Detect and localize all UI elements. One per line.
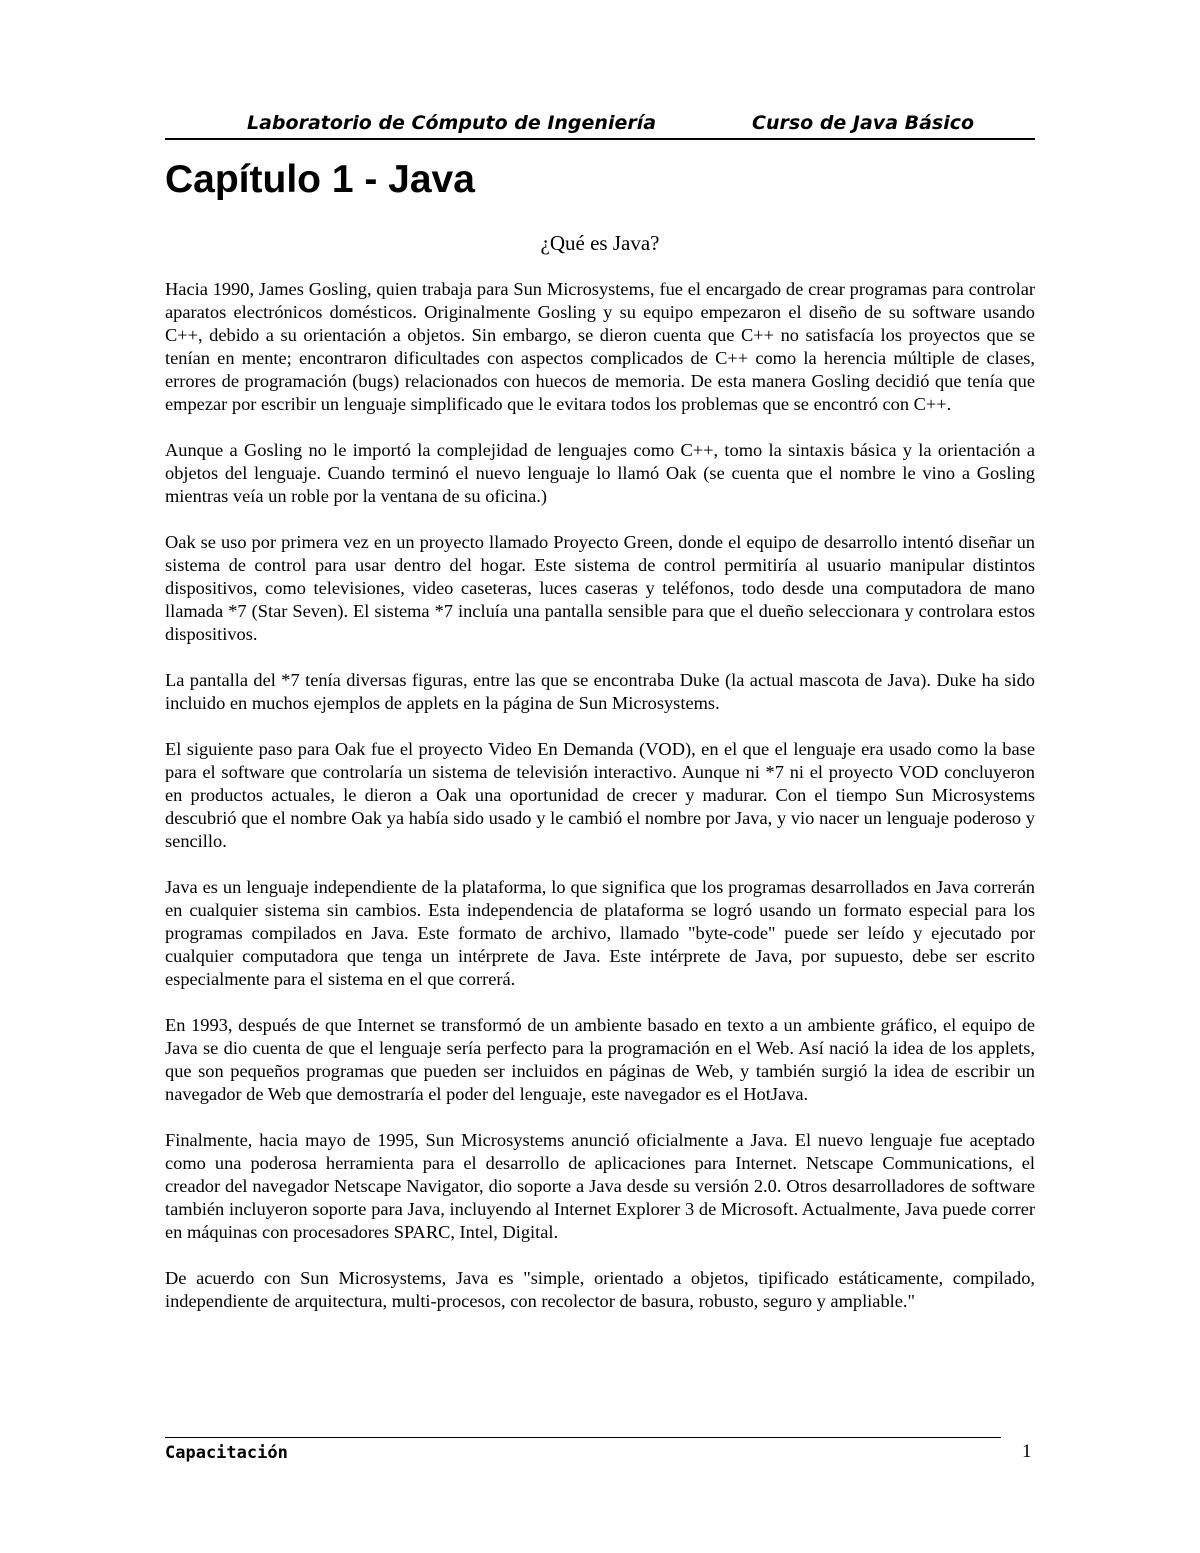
header-lab-name: Laboratorio de Cómputo de Ingeniería xyxy=(247,112,657,134)
paragraph: Hacia 1990, James Gosling, quien trabaja para Sun Microsystems, fue el encargado de crear programas para controlar aparatos electrónicos domésticos. Originalmente Gosling y su equipo empezaron el diseño de su software usando C++, debido a su orientación a objetos. Sin embargo, se dieron cuenta que C++ no satisfacía los proyectos que se tenían en mente; encontraron dificultades con aspectos complicados de C++ como la herencia múltiple de clases, errores de programación (bugs) relacionados con huecos de memoria. De esta manera Gosling decidió que tenía que empezar por escribir un lenguaje simplificado que le evitara todos los problemas que se encontró con C++. xyxy=(165,279,1035,414)
header-course-name: Curso de Java Básico xyxy=(752,112,975,134)
paragraph: Java es un lenguaje independiente de la plataforma, lo que significa que los programas desarrollados en Java correrán en cualquier sistema sin cambios. Esta independencia de plataforma se logró usando un formato especial para los programas compilados en Java. Este formato de archivo, llamado "byte-code" puede ser leído y ejecutado por cualquier computadora que tenga un intérprete de Java. Este intérprete de Java, por supuesto, debe ser escrito especialmente para el sistema en el que correrá. xyxy=(165,877,1035,989)
chapter-title: Capítulo 1 - Java xyxy=(165,158,475,201)
paragraph: La pantalla del *7 tenía diversas figuras, entre las que se encontraba Duke (la actual mascota de Java). Duke ha sido incluido en muchos ejemplos de applets en la página de Sun Microsystems. xyxy=(165,670,1035,713)
page-number: 1 xyxy=(1022,1441,1032,1462)
footer-label: Capacitación xyxy=(165,1443,288,1463)
paragraph: Oak se uso por primera vez en un proyecto llamado Proyecto Green, donde el equipo de desarrollo intentó diseñar un sistema de control para usar dentro del hogar. Este sistema de control permitiría al usuario manipular distintos dispositivos, como televisiones, video caseteras, luces caseras y teléfonos, todo desde una computadora de mano llamada *7 (Star Seven). El sistema *7 incluía una pantalla sensible para que el dueño seleccionara y controlara estos dispositivos. xyxy=(165,532,1035,644)
page-header xyxy=(165,110,1035,140)
page-footer xyxy=(165,1437,1035,1467)
paragraph: Aunque a Gosling no le importó la complejidad de lenguajes como C++, tomo la sintaxis básica y la orientación a objetos del lenguaje. Cuando terminó el nuevo lenguaje lo llamó Oak (se cuenta que el nombre le vino a Gosling mientras veía un roble por la ventana de su oficina.) xyxy=(165,440,1035,506)
paragraph: Finalmente, hacia mayo de 1995, Sun Microsystems anunció oficialmente a Java. El nuevo lenguaje fue aceptado como una poderosa herramienta para el desarrollo de aplicaciones para Internet. Netscape Communications, el creador del navegador Netscape Navigator, dio soporte a Java desde su versión 2.0. Otros desarrolladores de software también incluyeron soporte para Java, incluyendo al Internet Explorer 3 de Microsoft. Actualmente, Java puede correr en máquinas con procesadores SPARC, Intel, Digital. xyxy=(165,1130,1035,1242)
paragraph: De acuerdo con Sun Microsystems, Java es "simple, orientado a objetos, tipificado estáticamente, compilado, independiente de arquitectura, multi-procesos, con recolector de basura, robusto, seguro y ampliable." xyxy=(165,1268,1035,1311)
paragraph: El siguiente paso para Oak fue el proyecto Video En Demanda (VOD), en el que el lenguaje era usado como la base para el software que controlaría un sistema de televisión interactivo. Aunque ni *7 ni el proyecto VOD concluyeron en productos actuales, le dieron a Oak una oportunidad de crecer y madurar. Con el tiempo Sun Microsystems descubrió que el nombre Oak ya había sido usado y le cambió el nombre por Java, y vio nacer un lenguaje poderoso y sencillo. xyxy=(165,739,1035,851)
body-text xyxy=(165,278,1035,1336)
section-title: ¿Qué es Java? xyxy=(540,231,660,255)
paragraph: En 1993, después de que Internet se transformó de un ambiente basado en texto a un ambiente gráfico, el equipo de Java se dio cuenta de que el lenguaje sería perfecto para la programación en el Web. Así nació la idea de los applets, que son pequeños programas que pueden ser incluidos en páginas de Web, y también surgió la idea de escribir un navegador de Web que demostraría el poder del lenguaje, este navegador es el HotJava. xyxy=(165,1015,1035,1104)
footer-rule xyxy=(165,1437,1001,1438)
